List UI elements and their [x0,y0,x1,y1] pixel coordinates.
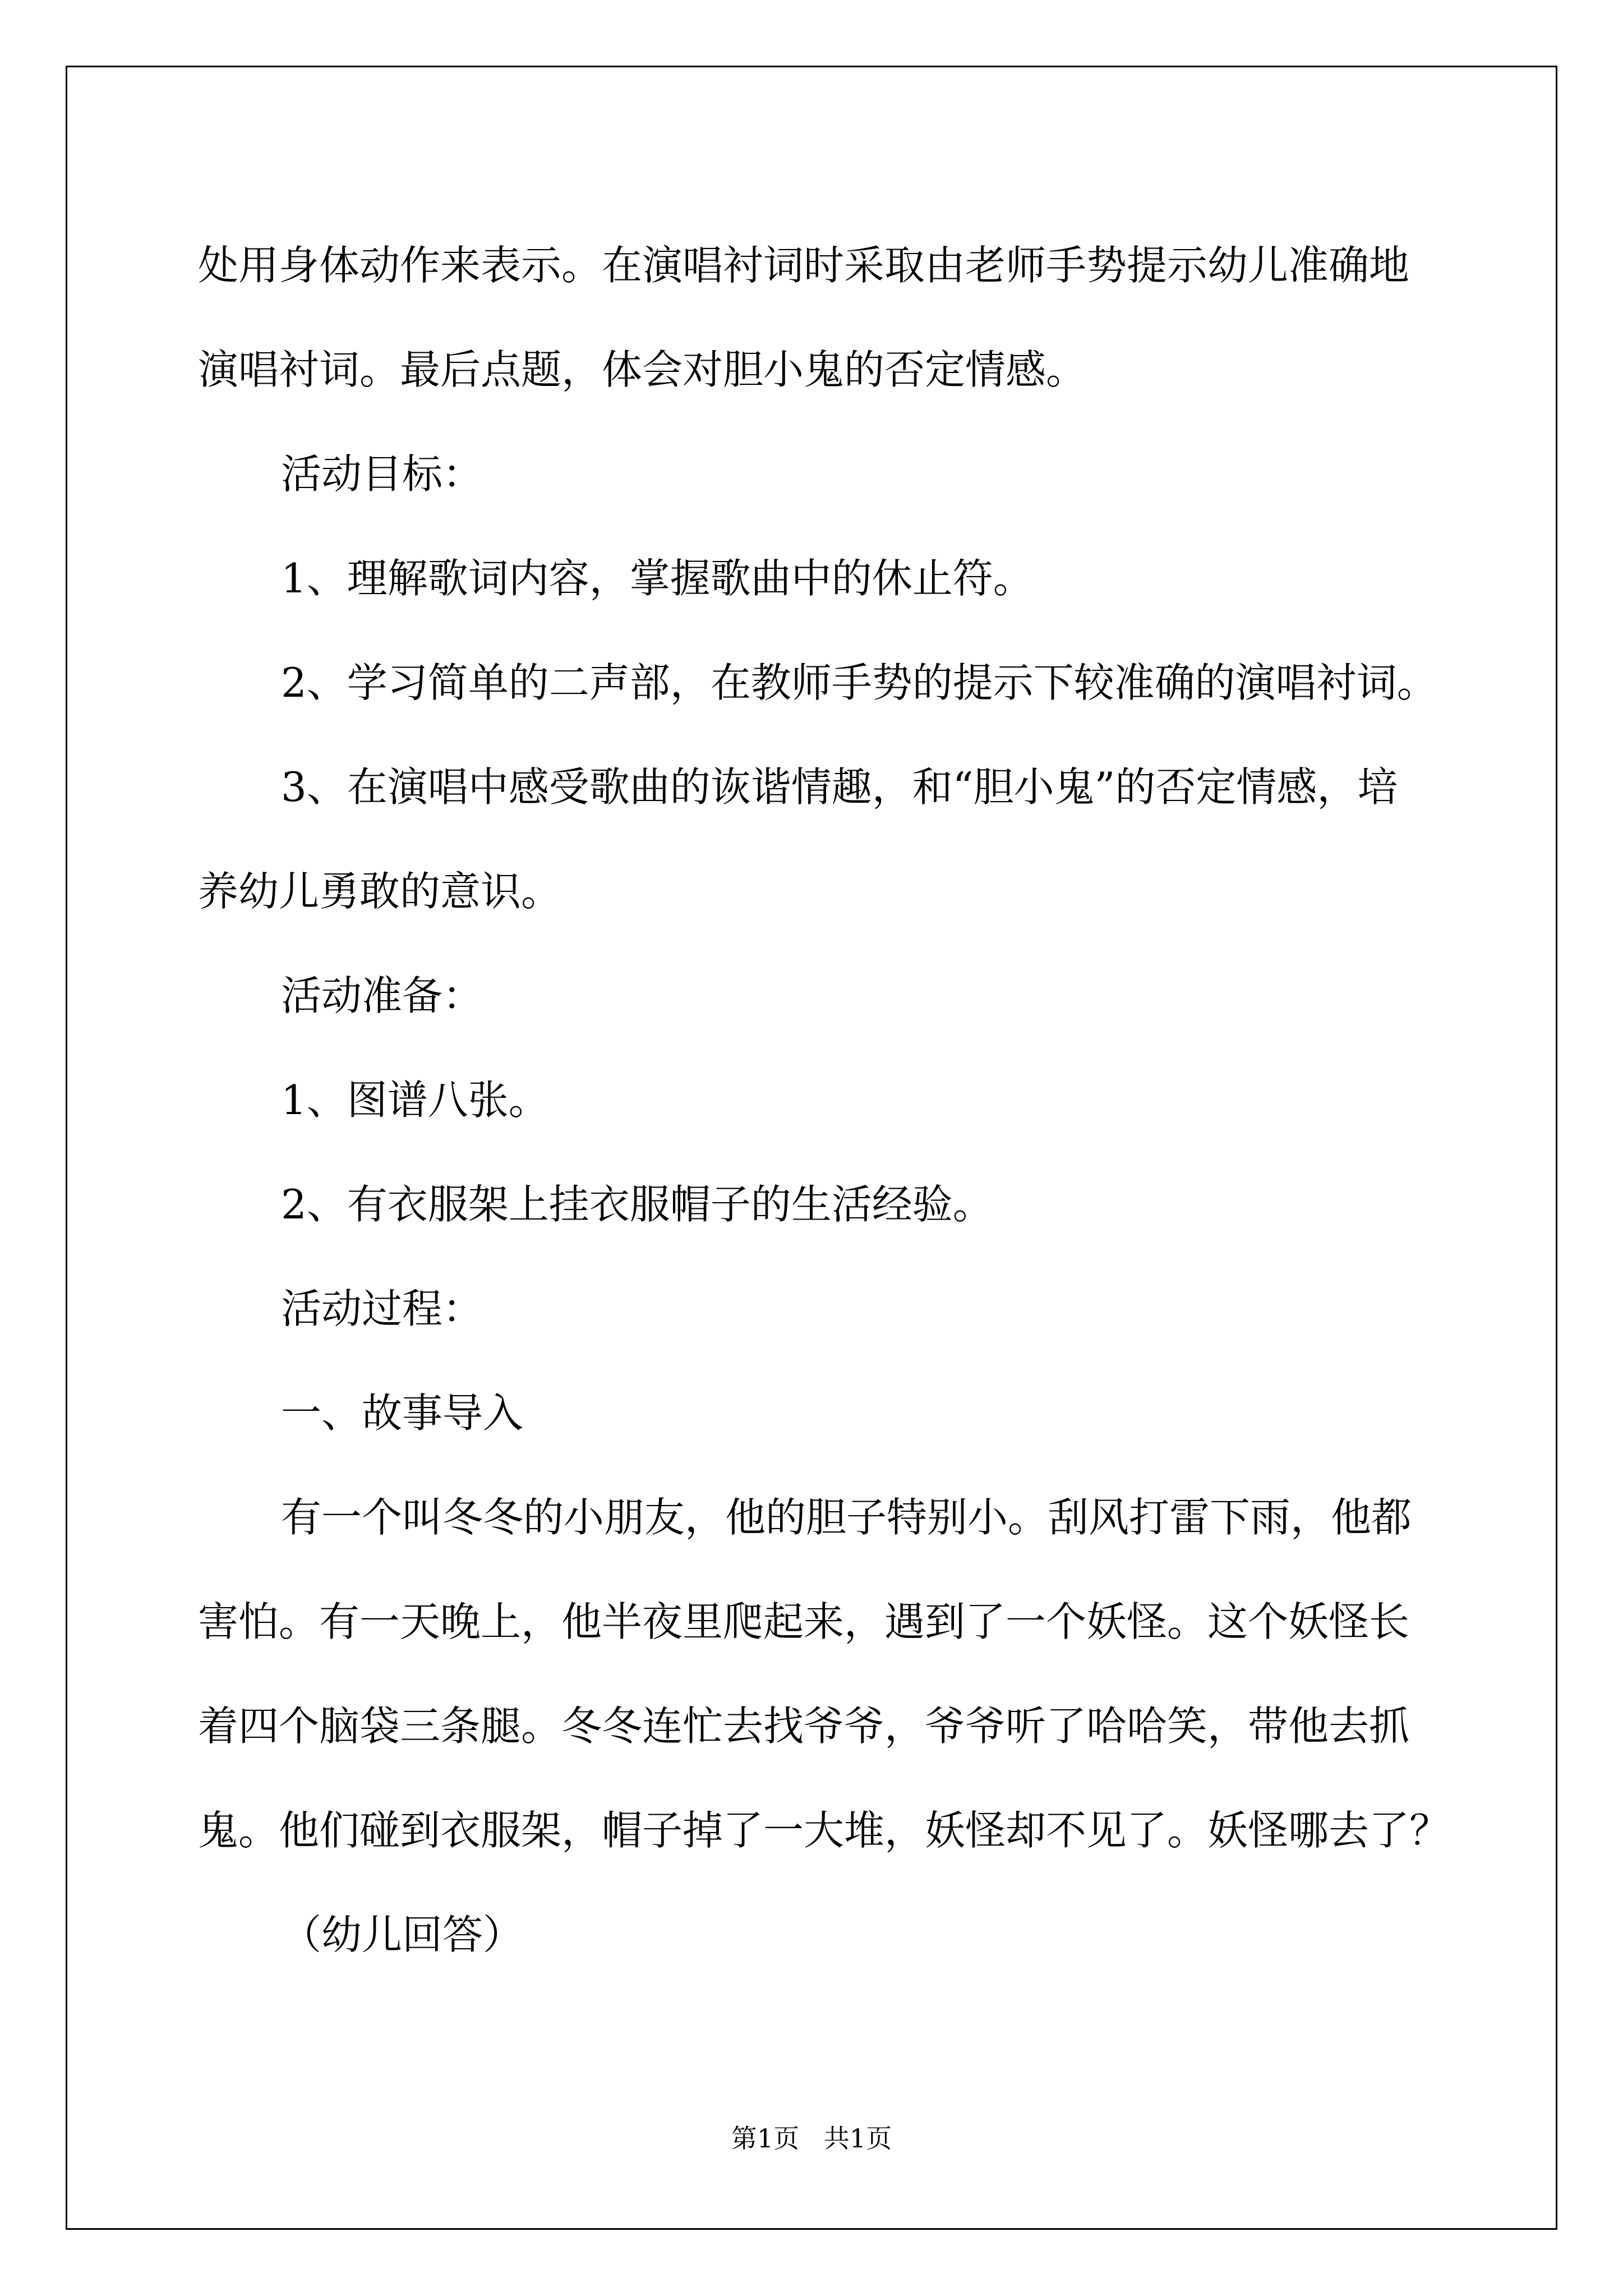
text-line: 养幼儿勇敢的意识。 [198,868,562,915]
list-item: 2、学习简单的二声部，在教师手势的提示下较准确的演唱衬词。 [281,659,1437,706]
list-item: 3、在演唱中感受歌曲的诙谐情趣，和“胆小鬼”的否定情感，培 [281,763,1398,811]
text-line: 演唱衬词。最后点题，体会对胆小鬼的否定情感。 [198,346,1087,393]
text-line: 处用身体动作来表示。在演唱衬词时采取由老师手势提示幼儿准确地 [198,242,1410,289]
list-item: 2、有衣服架上挂衣服帽子的生活经验。 [281,1181,993,1228]
text-line: 鬼。他们碰到衣服架，帽子掉了一大堆，妖怪却不见了。妖怪哪去了？ [198,1807,1450,1854]
list-item: 1、图谱八张。 [281,1076,549,1124]
section-heading-process: 活动过程： [281,1285,483,1332]
page-footer: 第1页 共1页 [731,2123,892,2154]
subsection-heading: 一、故事导入 [281,1389,524,1437]
section-heading-preparation: 活动准备： [281,972,483,1019]
text-line: 害怕。有一天晚上，他半夜里爬起来，遇到了一个妖怪。这个妖怪长 [198,1598,1410,1645]
document-body [198,213,1450,1987]
section-heading-goals: 活动目标： [281,450,483,498]
text-line: 着四个脑袋三条腿。冬冬连忙去找爷爷，爷爷听了哈哈笑，带他去抓 [198,1703,1410,1750]
text-line: （幼儿回答） [281,1911,524,1958]
list-item: 1、理解歌词内容，掌握歌曲中的休止符。 [281,555,1034,602]
text-line: 有一个叫冬冬的小朋友，他的胆子特别小。刮风打雷下雨，他都 [281,1494,1412,1541]
